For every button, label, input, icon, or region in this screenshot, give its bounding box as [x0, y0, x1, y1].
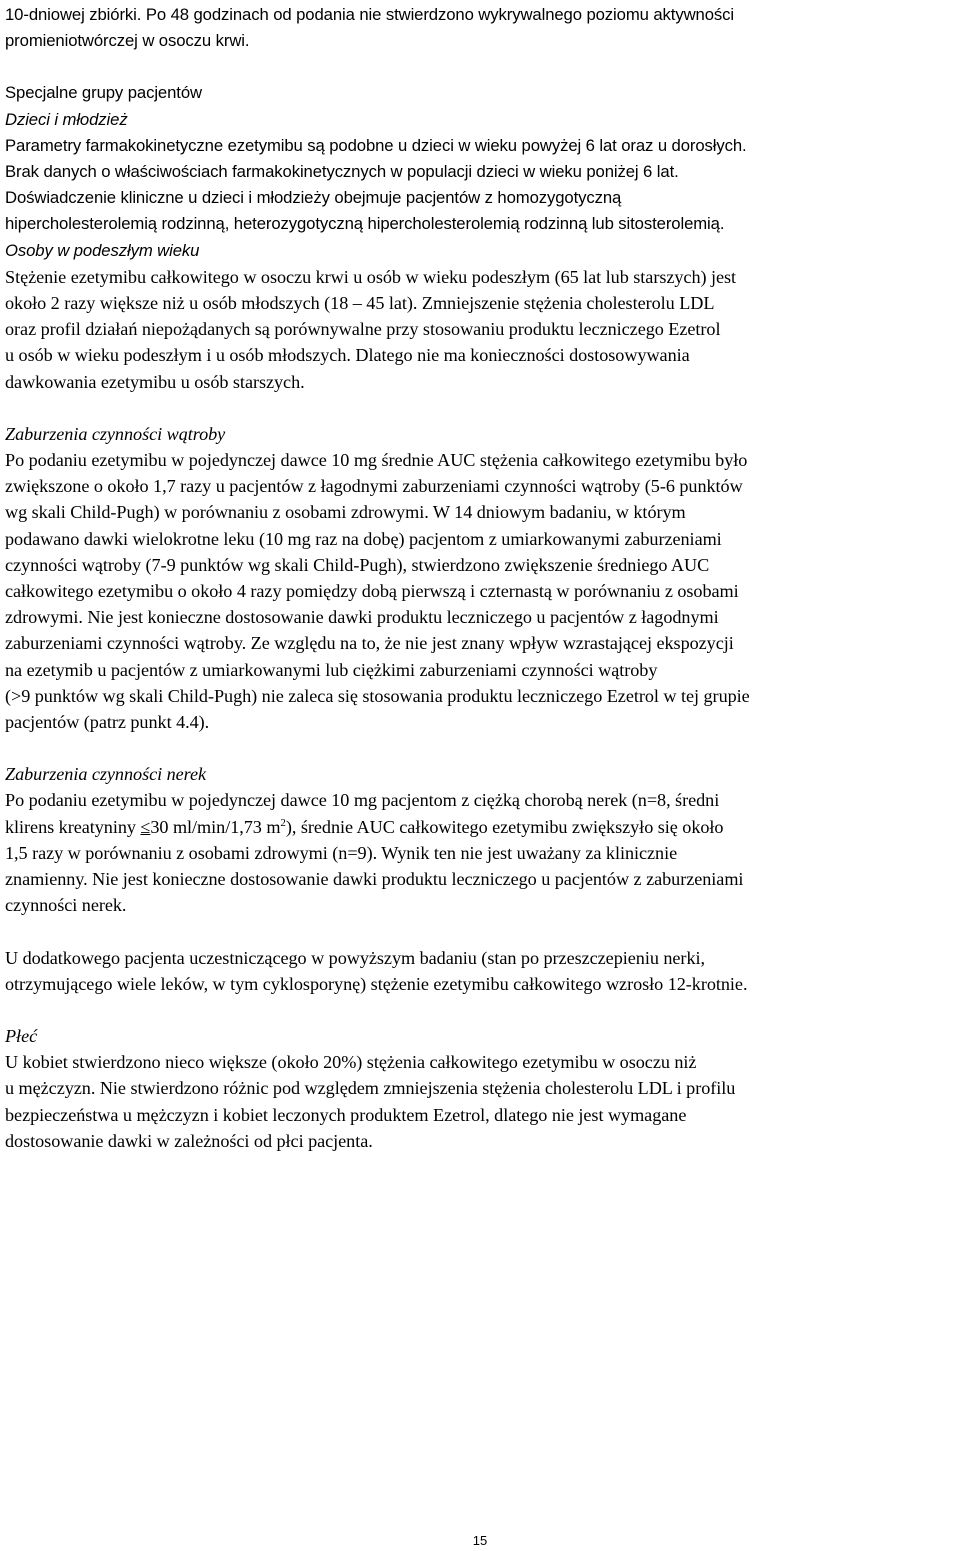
elderly-line: u osób w wieku podeszłym i u osób młodszych. Dlatego nie ma konieczności dostosowywania — [5, 345, 690, 366]
kidney-extra-line: U dodatkowego pacjenta uczestniczącego w powyższym badaniu (stan po przeszczepieniu nerki, — [5, 947, 705, 968]
kidney-line: znamienny. Nie jest konieczne dostosowanie dawki produktu leczniczego u pacjentów z zaburzeniami — [5, 869, 744, 890]
sex-line: U kobiet stwierdzono nieco większe (około 20%) stężenia całkowitego ezetymibu w osoczu niż — [5, 1052, 697, 1073]
kidney-text: 30 ml/min/1,73 m — [150, 816, 281, 837]
subheading-sex: Płeć — [5, 1025, 38, 1046]
liver-line: wg skali Child-Pugh) w porównaniu z osobami zdrowymi. W 14 dniowym badaniu, w którym — [5, 502, 686, 523]
kidney-line: Po podaniu ezetymibu w pojedynczej dawce 10 mg pacjentom z ciężką chorobą nerek (n=8, średni — [5, 790, 720, 811]
sex-line: dostosowanie dawki w zależności od płci pacjenta. — [5, 1130, 373, 1151]
paragraph-gap — [5, 997, 957, 1023]
liver-line: Po podaniu ezetymibu w pojedynczej dawce 10 mg średnie AUC stężenia całkowitego ezetymibu było — [5, 450, 748, 471]
elderly-line: oraz profil działań niepożądanych są porównywalne przy stosowaniu produktu leczniczego Ezetrol — [5, 319, 721, 340]
elderly-line: Stężenie ezetymibu całkowitego w osoczu krwi u osób w wieku podeszłym (65 lat lub starszych) jest — [5, 266, 737, 287]
liver-line: pacjentów (patrz punkt 4.4). — [5, 712, 210, 733]
sex-line: u mężczyzn. Nie stwierdzono różnic pod względem zmniejszenia stężenia cholesterolu LDL i profilu — [5, 1078, 736, 1099]
elderly-line: około 2 razy większe niż u osób młodszych (18 – 45 lat). Zmniejszenie stężenia cholesterolu LDL — [5, 293, 715, 314]
superscript-two: 2 — [280, 816, 286, 829]
liver-line: czynności wątroby (7-9 punktów wg skali Child-Pugh), stwierdzono zwiększenie średniego AUC — [5, 554, 710, 575]
children-line: Parametry farmakokinetyczne ezetymibu są podobne u dzieci w wieku powyżej 6 lat oraz u dorosłych. — [5, 135, 747, 155]
subheading-kidney: Zaburzenia czynności nerek — [5, 764, 207, 785]
kidney-text: klirens kreatyniny — [5, 816, 141, 837]
paragraph-gap — [5, 54, 957, 80]
less-or-equal-symbol: ≤ — [140, 816, 151, 837]
document-page — [5, 2, 957, 1154]
elderly-line: dawkowania ezetymibu u osób starszych. — [5, 371, 305, 392]
liver-line: całkowitego ezetymibu o około 4 razy pomiędzy dobą pierwszą i czternastą w porównaniu z osobami — [5, 581, 739, 602]
section-heading-special-groups: Specjalne grupy pacjentów — [5, 83, 202, 103]
paragraph-gap — [5, 395, 957, 421]
kidney-text: ), średnie AUC całkowitego ezetymibu zwiększyło się około — [285, 816, 724, 837]
liver-line: zdrowymi. Nie jest konieczne dostosowanie dawki produktu leczniczego u pacjentów z łagodnymi — [5, 607, 719, 628]
kidney-extra-line: otrzymującego wiele leków, w tym cyklosporynę) stężenie ezetymibu całkowitego wzrosło 12-krotnie. — [5, 973, 748, 994]
children-line: Doświadczenie kliniczne u dzieci i młodzieży obejmuje pacjentów z homozygotyczną — [5, 188, 622, 208]
intro-line: promieniotwórczej w osoczu krwi. — [5, 31, 250, 51]
subheading-elderly: Osoby w podeszłym wieku — [5, 240, 200, 260]
kidney-line: 1,5 razy w porównaniu z osobami zdrowymi (n=9). Wynik ten nie jest uważany za klinicznie — [5, 842, 678, 863]
liver-line: na ezetymib u pacjentów z umiarkowanymi lub ciężkimi zaburzeniami czynności wątroby — [5, 659, 658, 680]
intro-line: 10-dniowej zbiórki. Po 48 godzinach od podania nie stwierdzono wykrywalnego poziomu aktywności — [5, 5, 734, 24]
paragraph-gap — [5, 735, 957, 761]
liver-line: podawano dawki wielokrotne leku (10 mg raz na dobę) pacjentom z umiarkowanymi zaburzeniami — [5, 528, 722, 549]
children-line: Brak danych o właściwościach farmakokinetycznych w populacji dzieci w wieku poniżej 6 lat. — [5, 162, 679, 182]
sex-line: bezpieczeństwa u mężczyzn i kobiet leczonych produktem Ezetrol, dlatego nie jest wymagane — [5, 1104, 687, 1125]
children-line: hipercholesterolemią rodzinną, heterozygotyczną hipercholesterolemią rodzinną lub sitosterolemią. — [5, 214, 725, 234]
kidney-line-with-formula — [5, 814, 957, 840]
page-number: 15 — [472, 1533, 488, 1548]
subheading-liver: Zaburzenia czynności wątroby — [5, 423, 226, 444]
kidney-line: czynności nerek. — [5, 895, 127, 916]
subheading-children: Dzieci i młodzież — [5, 109, 128, 129]
paragraph-gap — [5, 919, 957, 945]
liver-line: zwiększone o około 1,7 razy u pacjentów z łagodnymi zaburzeniami czynności wątroby (5-6 punktów — [5, 476, 743, 497]
liver-line: zaburzeniami czynności wątroby. Ze względu na to, że nie jest znany wpływ wzrastającej ekspozycji — [5, 633, 734, 654]
liver-line: (>9 punktów wg skali Child-Pugh) nie zaleca się stosowania produktu leczniczego Ezetrol w tej grupie — [5, 685, 750, 706]
